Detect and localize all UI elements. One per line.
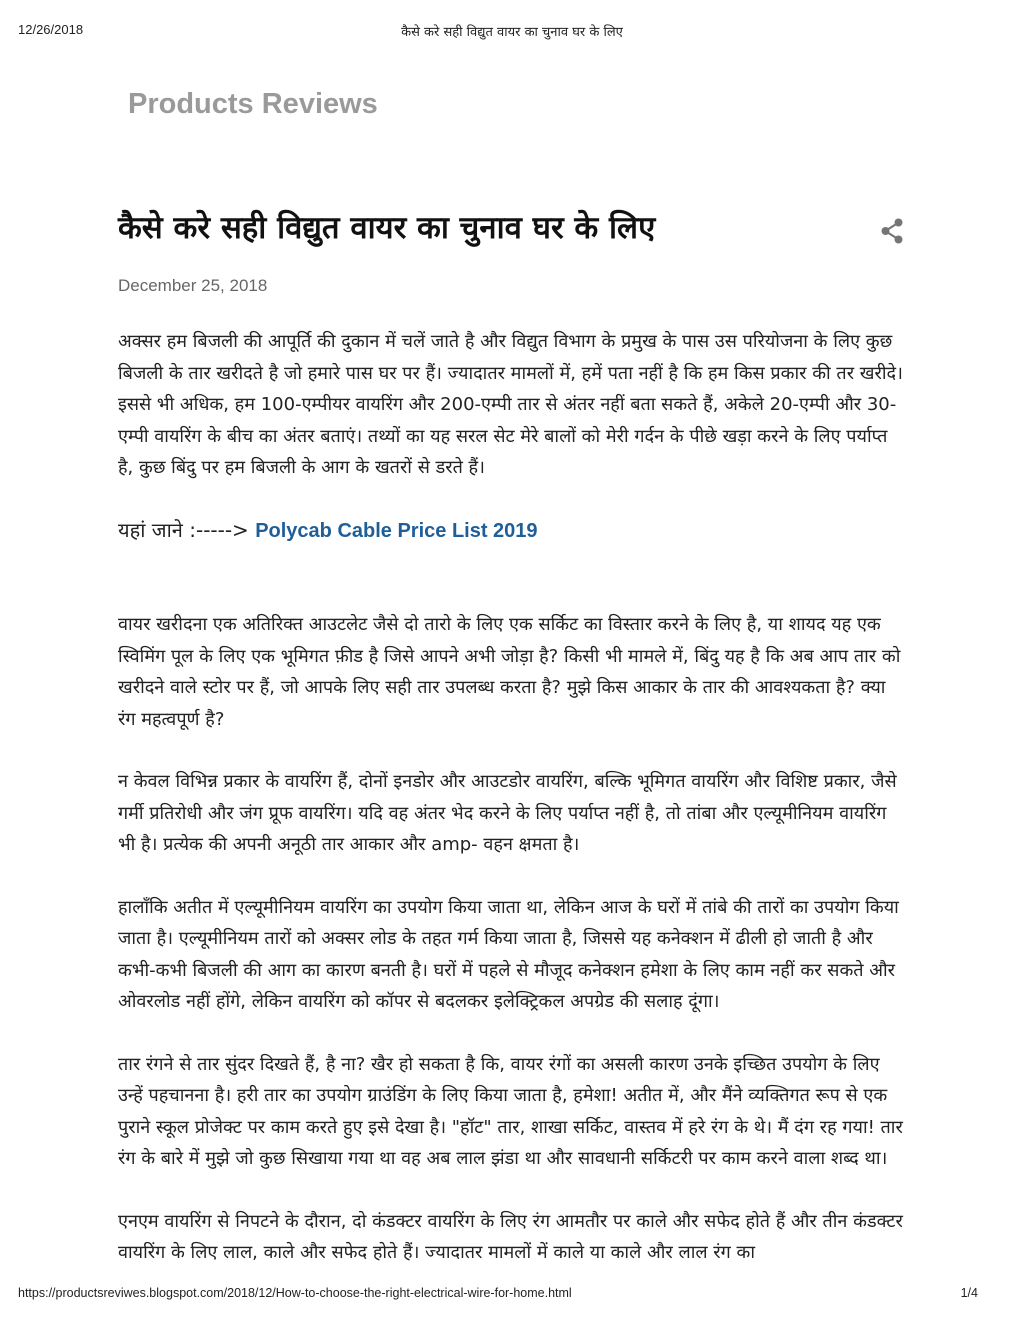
post-paragraph: वायर खरीदना एक अतिरिक्त आउटलेट जैसे दो तारो के लिए एक सर्किट का विस्तार करने के लिए है, या शायद यह एक स्विमिंग पूल के लिए एक भूमिगत फ़ीड है जिसे आपने अभी जोड़ा है? किसी भी मामले में, बिंदु यह है कि अब आप तार को खरीदने वाले स्टोर पर हैं, जो आपके लिए सही तार उपलब्ध करता है? मुझे किस आकार के तार की आवश्यकता है? क्या रंग महत्वपूर्ण है?	[118, 614, 901, 730]
link-prefix: यहां जाने :----->	[118, 517, 249, 542]
post-title: कैसे करे सही विद्युत वायर का चुनाव घर के लिए	[118, 210, 656, 246]
polycab-price-list-link[interactable]: Polycab Cable Price List 2019	[255, 519, 538, 542]
link-line	[118, 515, 908, 548]
print-header-title: कैसे करे सही विद्युत वायर का चुनाव घर के लिए	[401, 25, 623, 40]
post-paragraph: अक्सर हम बिजली की आपूर्ति की दुकान में चलें जाते है और विद्युत विभाग के प्रमुख के पास उस परियोजना के लिए कुछ बिजली के तार खरीदते है जो हमारे पास घर पर हैं। ज्यादातर मामलों में, हमें पता नहीं है कि हम किस प्रकार की तर खरीदे। इससे भी अधिक, हम 100-एम्पीयर वायरिंग और 200-एम्पी तार से अंतर नहीं बता सकते हैं, अकेले 20-एम्पी और 30-एम्पी वायरिंग के बीच का अंतर बताएं। तथ्यों का यह सरल सेट मेरे बालों को मेरी गर्दन के पीछे खड़ा करने के लिए पर्याप्त है, कुछ बिंदु पर हम बिजली के आग के खतरों से डरते हैं।	[118, 331, 903, 478]
share-icon[interactable]	[877, 216, 907, 246]
post-paragraph: एनएम वायरिंग से निपटने के दौरान, दो कंडक्टर वायरिंग के लिए रंग आमतौर पर काले और सफेद होते हैं और तीन कंडक्टर वायरिंग के लिए लाल, काले और सफेद होते हैं। ज्यादातर मामलों में काले या काले और लाल रंग का	[118, 1210, 903, 1263]
post-body	[118, 326, 908, 1284]
blog-name-link[interactable]: Products Reviews	[128, 88, 378, 120]
print-header-date: 12/26/2018	[18, 22, 84, 37]
post-paragraph: हालाँकि अतीत में एल्यूमीनियम वायरिंग का उपयोग किया जाता था, लेकिन आज के घरों में तांबे की तारों का उपयोग किया जाता है। एल्यूमीनियम तारों को अक्सर लोड के तहत गर्म किया जाता है, जिससे यह कनेक्शन में ढीली हो जाती है और कभी-कभी बिजली की आग का कारण बनती है। घरों में पहले से मौजूद कनेक्शन हमेशा के लिए काम नहीं कर सकते और ओवरलोड नहीं होंगे, लेकिन वायरिंग को कॉपर से बदलकर इलेक्ट्रिकल अपग्रेड की सलाह दूंगा।	[118, 896, 899, 1012]
print-footer-url: https://productsreviwes.blogspot.com/2018/12/How-to-choose-the-right-electrical-wire-for-home.html	[18, 1286, 572, 1300]
post-date: December 25, 2018	[118, 276, 268, 295]
post-paragraph: तार रंगने से तार सुंदर दिखते हैं, है ना? खैर हो सकता है कि, वायर रंगों का असली कारण उनके इच्छित उपयोग के लिए उन्हें पहचानना है। हरी तार का उपयोग ग्राउंडिंग के लिए किया जाता है, हमेशा! अतीत में, और मैंने व्यक्तिगत रूप से एक पुराने स्कूल प्रोजेक्ट पर काम करते हुए इसे देखा है। "हॉट" तार, शाखा सर्किट, वास्तव में हरे रंग के थे। मैं दंग रह गया! तार रंग के बारे में मुझे जो कुछ सिखाया गया था वह अब लाल झंडा था और सावधानी सर्किटरी पर काम करने वाला शब्द था।	[118, 1053, 903, 1169]
print-footer-page-number: 1/4	[960, 1286, 978, 1300]
post-paragraph: न केवल विभिन्न प्रकार के वायरिंग हैं, दोनों इनडोर और आउटडोर वायरिंग, बल्कि भूमिगत वायरिंग और विशिष्ट प्रकार, जैसे गर्मी प्रतिरोधी और जंग प्रूफ वायरिंग। यदि वह अंतर भेद करने के लिए पर्याप्त नहीं है, तो तांबा और एल्यूमीनियम वायरिंग भी है। प्रत्येक की अपनी अनूठी तार आकार और amp- वहन क्षमता है।	[118, 771, 897, 855]
